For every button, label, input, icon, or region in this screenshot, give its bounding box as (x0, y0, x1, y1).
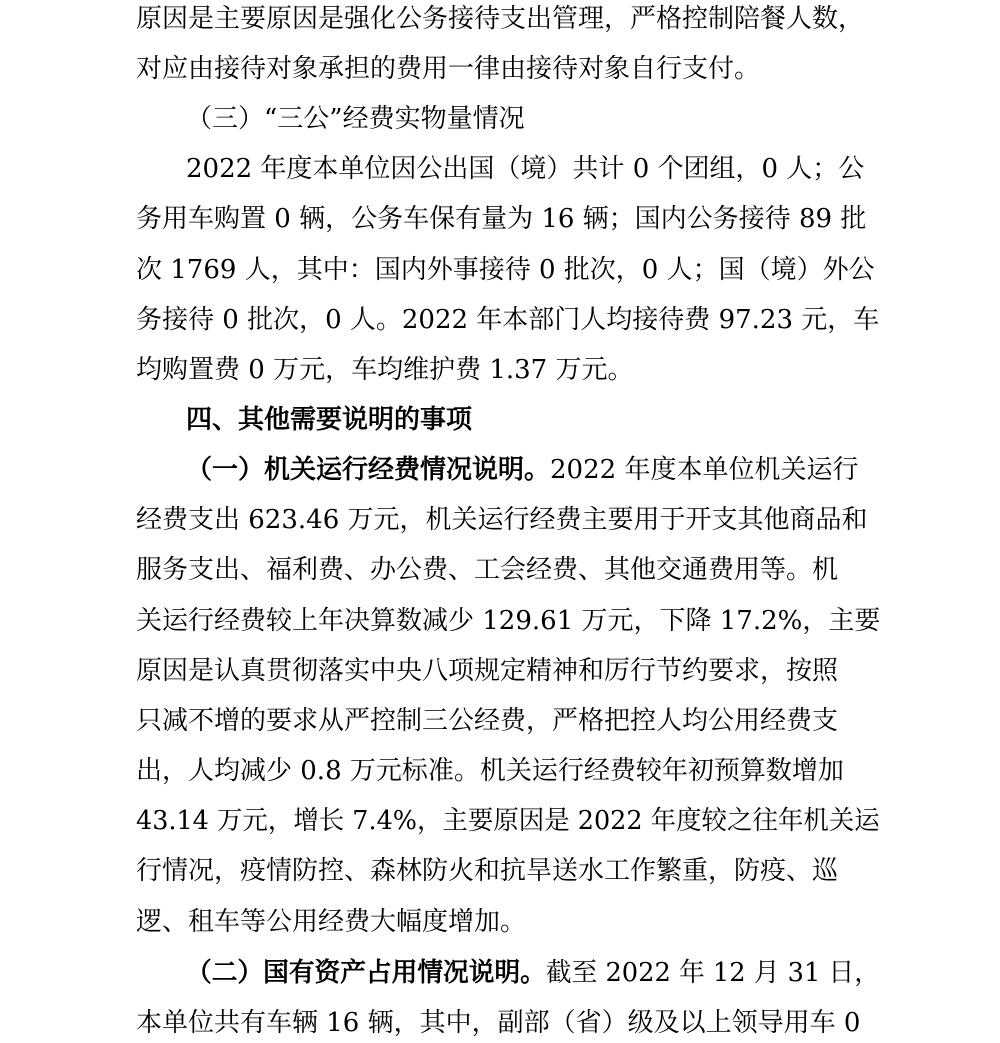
text-line: 行情况，疫情防控、森林防火和抗旱送水工作繁重，防疫、巡 (136, 856, 839, 886)
paragraph-heading: （二）国有资产占用情况说明。 (186, 958, 546, 988)
text-line: 43.14 万元，增长 7.4%，主要原因是 2022 年度较之往年机关运 (136, 806, 880, 836)
text-line: 务接待 0 批次，0 人。2022 年本部门人均接待费 97.23 元，车 (136, 305, 880, 335)
text-line: 原因是主要原因是强化公务接待支出管理，严格控制陪餐人数， (136, 4, 865, 34)
text-line: 对应由接待对象承担的费用一律由接待对象自行支付。 (136, 54, 761, 84)
paragraph-text: 2022 年度本单位机关运行 (550, 455, 859, 485)
text-line: 经费支出 623.46 万元，机关运行经费主要用于开支其他商品和 (136, 505, 868, 535)
section-heading: （三）“三公”经费实物量情况 (186, 104, 525, 134)
text-line (186, 453, 858, 487)
text-line: 服务支出、福利费、办公费、工会经费、其他交通费用等。机 (136, 555, 839, 585)
text-line: 只减不增的要求从严控制三公经费，严格把控人均公用经费支 (136, 706, 839, 736)
paragraph-heading: （一）机关运行经费情况说明。 (186, 455, 551, 485)
text-line: 出，人均减少 0.8 万元标准。机关运行经费较年初预算数增加 (136, 756, 844, 786)
text-line: 关运行经费较上年决算数减少 129.61 万元，下降 17.2%，主要 (136, 606, 881, 636)
section-heading: 四、其他需要说明的事项 (186, 405, 473, 435)
text-line (186, 956, 880, 990)
text-line: 原因是认真贯彻落实中央八项规定精神和厉行节约要求，按照 (136, 656, 839, 686)
text-line: 逻、租车等公用经费大幅度增加。 (136, 907, 527, 937)
text-line: 次 1769 人，其中：国内外事接待 0 批次，0 人；国（境）外公 (136, 255, 875, 285)
text-line: 本单位共有车辆 16 辆，其中，副部（省）级及以上领导用车 0 (136, 1008, 861, 1038)
text-line: 2022 年度本单位因公出国（境）共计 0 个团组，0 人；公 (186, 154, 865, 184)
paragraph-text: 截至 2022 年 12 月 31 日， (545, 958, 880, 988)
text-line: 务用车购置 0 辆，公务车保有量为 16 辆；国内公务接待 89 批 (136, 204, 867, 234)
text-line: 均购置费 0 万元，车均维护费 1.37 万元。 (136, 355, 634, 385)
